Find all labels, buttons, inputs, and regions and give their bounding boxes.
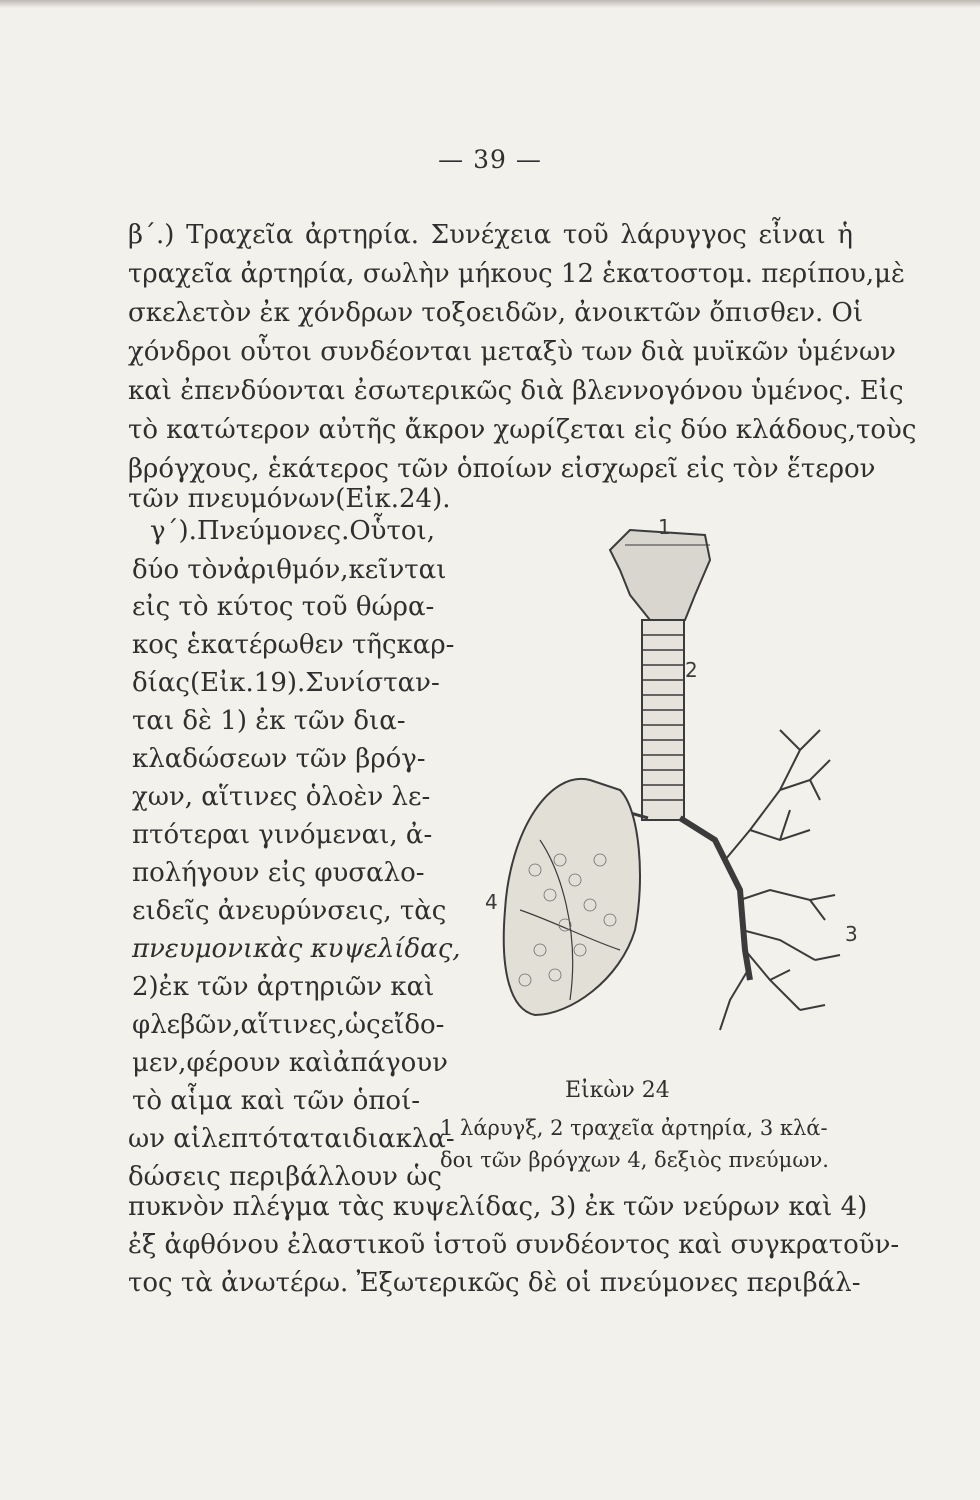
text-line: πολήγουν εἰς φυσαλο- — [132, 858, 425, 888]
text-line: σκελετὸν ἐκ χόνδρων τοξοειδῶν, ἀνοικτῶν ὄπισθεν. Οἱ — [128, 298, 864, 328]
text-line: 2)ἐκ τῶν ἀρτηριῶν καὶ — [132, 972, 435, 1002]
text-line: ειδεῖς ἀνευρύνσεις, τὰς — [132, 896, 447, 926]
text-line: πτότεραι γινόμεναι, ἀ- — [132, 820, 433, 850]
text-line: φλεβῶν,αἵτινες,ὡςεἴδο- — [132, 1010, 445, 1040]
text-line: ἐξ ἀφθόνου ἐλαστικοῦ ἱστοῦ συνδέοντος καὶ συγκρατοῦν- — [128, 1230, 900, 1260]
text-line: καὶ ἐπενδύονται ἐσωτερικῶς διὰ βλεννογόνου ὑμένος. Εἰς — [128, 376, 904, 406]
text-line: μεν,φέρουν καὶἀπάγουν — [132, 1048, 448, 1078]
text-line: πυκνὸν πλέγμα τὰς κυψελίδας, 3) ἐκ τῶν νεύρων καὶ 4) — [128, 1192, 868, 1222]
figure-respiratory-system — [480, 510, 870, 1080]
text-line: β΄.) Τραχεῖα ἀρτηρία. Συνέχεια τοῦ λάρυγγος εἶναι ἡ — [128, 220, 853, 250]
figure-label-2: 2 — [685, 658, 698, 682]
larynx-shape — [610, 530, 710, 620]
figure-caption-line: 1 λάρυγξ, 2 τραχεῖα ἀρτηρία, 3 κλά- — [440, 1116, 828, 1140]
section-heading-lungs: γ΄).Πνεύμονες.Οὗτοι, — [150, 516, 435, 546]
figure-caption-title: Εἰκὼν 24 — [565, 1078, 670, 1103]
text-line: χων, αἵτινες ὁλοὲν λε- — [132, 782, 431, 812]
text-line: κλαδώσεων τῶν βρόγ- — [132, 744, 426, 774]
text-line: ται δὲ 1) ἐκ τῶν δια- — [132, 706, 406, 736]
figure-label-1: 1 — [658, 515, 671, 539]
text-line: εἰς τὸ κύτος τοῦ θώρα- — [132, 592, 435, 622]
figure-label-3: 3 — [845, 922, 858, 946]
text-line: τὸ αἷμα καὶ τῶν ὁποί- — [132, 1086, 421, 1116]
text-line: δύο τὸνἀριθμόν,κεῖνται — [132, 555, 447, 585]
text-line: τῶν πνευμόνων(Εἰκ.24). — [128, 484, 451, 514]
lung-illustration — [480, 510, 870, 1080]
text-line: δίας(Εἰκ.19).Συνίσταν- — [132, 668, 440, 698]
page-number: — 39 — — [438, 145, 542, 174]
figure-label-4: 4 — [485, 890, 498, 914]
text-line: τραχεῖα ἀρτηρία, σωλὴν μήκους 12 ἑκατοστομ. περίπου,μὲ — [128, 259, 905, 289]
text-line: τος τὰ ἀνωτέρω. Ἐξωτερικῶς δὲ οἱ πνεύμονες περιβάλ- — [128, 1268, 861, 1298]
text-line: χόνδροι οὗτοι συνδέονται μεταξὺ των διὰ μυϊκῶν ὑμένων — [128, 337, 896, 367]
text-line: κος ἑκατέρωθεν τῆςκαρ- — [132, 630, 455, 660]
text-line: δώσεις περιβάλλουν ὡς — [128, 1162, 442, 1192]
text-line: βρόγχους, ἑκάτερος τῶν ὁποίων εἰσχωρεῖ εἰς τὸν ἕτερον — [128, 454, 876, 484]
figure-caption-line: δοι τῶν βρόγχων 4, δεξιὸς πνεύμων. — [440, 1148, 829, 1172]
text-line: ων αἱλεπτόταταιδιακλα- — [128, 1124, 455, 1154]
page-edge — [0, 0, 980, 8]
text-line: τὸ κατώτερον αὐτῆς ἄκρον χωρίζεται εἰς δύο κλάδους,τοὺς — [128, 415, 917, 445]
text-line: πνευμονικὰς κυψελίδας, — [132, 934, 461, 964]
